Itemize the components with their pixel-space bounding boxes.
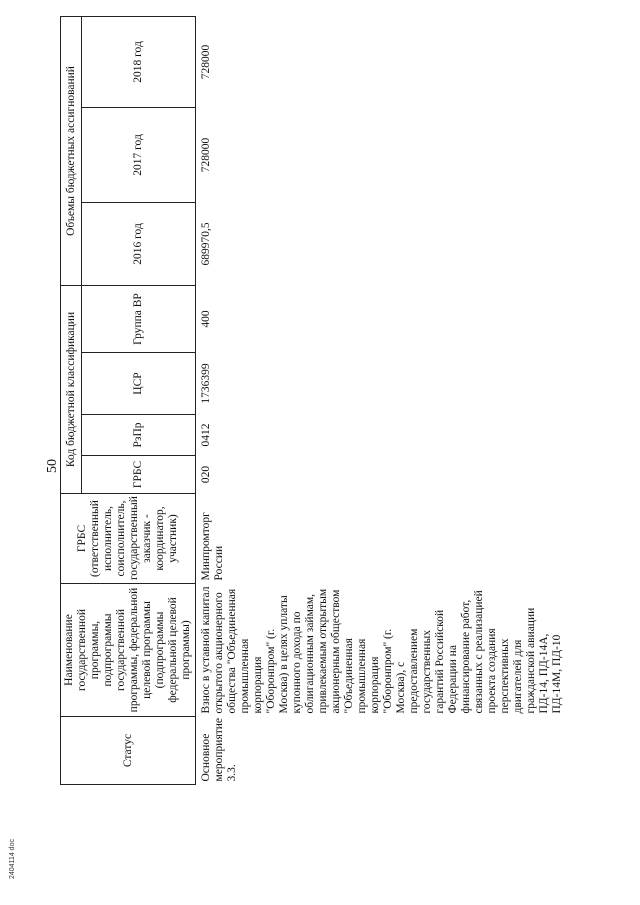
header-code-vr: Группа ВР — [82, 285, 196, 352]
header-name: Наименование государственной программы, подпрограммы государственной программы, федеральной целевой программы (подпрограммы федеральной целевой программы) — [61, 584, 196, 717]
header-grbs: ГРБС (ответственный исполнитель, соисполнитель, государственный заказчик - координатор, участник) — [61, 494, 196, 584]
header-year-2018: 2018 год — [82, 16, 196, 107]
row-code-vr: 400 — [200, 310, 212, 328]
header-volume-group: Объемы бюджетных ассигнований — [61, 16, 82, 285]
row-grbs: Минпромторг России — [200, 512, 225, 581]
row-code-grbs: 020 — [200, 465, 212, 484]
table-row — [196, 16, 565, 784]
row-amount-2017: 728000 — [200, 137, 212, 173]
header-code-csr: ЦСР — [82, 353, 196, 415]
row-code-csr: 1736399 — [200, 363, 212, 404]
header-year-2016: 2016 год — [82, 202, 196, 285]
header-year-2017: 2017 год — [82, 107, 196, 202]
header-code-grbs: ГРБС — [82, 456, 196, 494]
row-code-rzpr: 0412 — [200, 423, 212, 447]
header-status: Статус — [61, 717, 196, 785]
page-number: 50 — [45, 459, 60, 473]
row-status: Основное мероприятие 3.3. — [200, 717, 238, 782]
row-amount-2016: 689970,5 — [200, 222, 212, 266]
header-code-group: Код бюджетной классификации — [61, 285, 82, 493]
document-reference: 2404114 doc — [9, 839, 16, 879]
row-name: Взнос в уставной капитал открытого акционерного общества "Объединенная промышленная корпорация "Оборонпром" (г. Москва) в целях уплаты купонного дохода по облигационным займам, привлекаемым открытым акционерным обществом "Объединенная промышленная корпорация "Оборонпром" (г. Москва), с предоставлением государственных гарантий Российской Федерации на финансирование работ, связанных с реализацией проекта создания перспективных двигателей для гражданской авиации ПД-14, ПД-14А, ПД-14М, ПД-10 — [200, 586, 563, 714]
header-code-rzpr: РзПр — [82, 415, 196, 456]
row-amount-2018: 728000 — [200, 44, 212, 80]
budget-table — [60, 16, 564, 785]
